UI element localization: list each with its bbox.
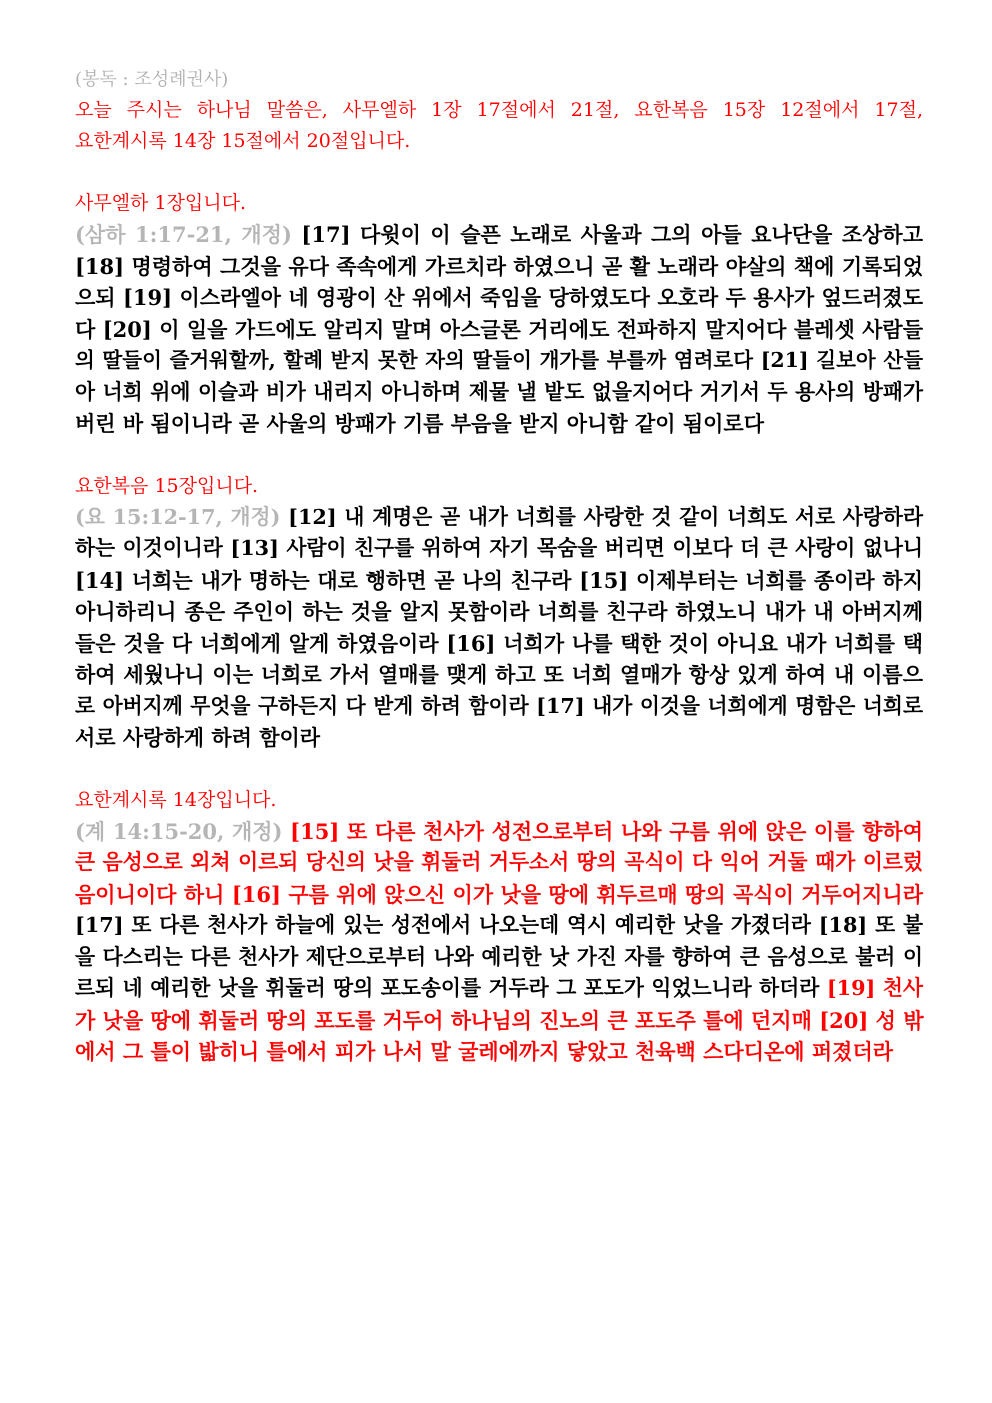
verse-text-highlight: [15] 또 다른 천사가 성전으로부터 나와 구름 위에 앉은 이를 향하여 bbox=[290, 818, 923, 844]
section-title: 사무엘하 1장입니다. bbox=[75, 192, 246, 214]
scripture-reference: (계 14:15-20, 개정) bbox=[75, 818, 283, 844]
verse-line: 버린 바 됨이니라 곧 사울의 방패가 기름 부음을 받지 아니함 같이 됨이로다 bbox=[75, 411, 764, 436]
section-revelation bbox=[75, 785, 923, 1068]
section-gap bbox=[75, 754, 923, 785]
verse-line: 아 너희 위에 이슬과 비가 내리지 아니하며 제물 낼 밭도 없을지어다 거기서 두 용사의 방패가 bbox=[75, 379, 923, 404]
verse-line: [17] 또 다른 천사가 하늘에 있는 성전에서 나오는데 역시 예리한 낫을 가졌더라 [18] 또 불 bbox=[75, 913, 923, 937]
verse-line bbox=[75, 973, 923, 1005]
section-john bbox=[75, 471, 923, 754]
section-gap bbox=[75, 440, 923, 471]
intro-line: 오늘 주시는 하나님 말씀은, 사무엘하 1장 17절에서 21절, 요한복음 15장 12절에서 17절, bbox=[75, 99, 923, 121]
scripture-reference: (요 15:12-17, 개정) bbox=[75, 504, 281, 529]
verse-line: 서로 사랑하게 하려 함이라 bbox=[75, 725, 321, 750]
verse-line bbox=[75, 219, 923, 251]
verse-line: 다 [20] 이 일을 가드에도 알리지 말며 아스글론 거리에도 전파하지 말지어다 블레셋 사람들 bbox=[75, 316, 923, 342]
verse-line-highlight: 에서 그 틀이 밟히니 틀에서 피가 나서 말 굴레에까지 닿았고 천육백 스다디온에 퍼졌더라 bbox=[75, 1039, 894, 1064]
verse-text: [17] 다윗이 이 슬픈 노래로 사울과 그의 아들 요나단을 조상하고 bbox=[301, 222, 923, 247]
verse-line bbox=[75, 502, 923, 534]
verse-line: 으되 [19] 이스라엘아 네 영광이 산 위에서 죽임을 당하였도다 오호라 두 용사가 엎드러졌도 bbox=[75, 285, 923, 310]
section-title: 요한계시록 14장입니다. bbox=[75, 788, 277, 811]
verse-line bbox=[75, 816, 923, 848]
intro-line: 요한계시록 14장 15절에서 20절입니다. bbox=[75, 130, 411, 152]
verse-line: [18] 명령하여 그것을 유다 족속에게 가르치라 하였으니 곧 활 노래라 야살의 책에 기록되었 bbox=[75, 253, 923, 279]
section-title: 요한복음 15장입니다. bbox=[75, 474, 259, 497]
verse-text: 르되 네 예리한 낫을 휘둘러 땅의 포도송이를 거두라 그 포도가 익었느니라 하더라 bbox=[75, 976, 827, 1000]
section-samuel bbox=[75, 188, 923, 440]
verse-line: 아니하리니 종은 주인이 하는 것을 알지 못함이라 너희를 친구라 하였노니 내가 내 아버지께 bbox=[75, 599, 923, 624]
verse-line: 하여 세웠나니 이는 너희로 가서 열매를 맺게 하고 또 너희 열매가 항상 있게 하여 내 이름으 bbox=[75, 662, 923, 687]
scripture-reference: (삼하 1:17-21, 개정) bbox=[75, 222, 292, 247]
verse-line: 들은 것을 다 너희에게 알게 하였음이라 [16] 너희가 나를 택한 것이 아니요 내가 너희를 택 bbox=[75, 630, 923, 656]
verse-line-highlight: 가 낫을 땅에 휘둘러 땅의 포도를 거두어 하나님의 진노의 큰 포도주 틀에 던지매 [20] 성 밖 bbox=[75, 1007, 924, 1033]
reader-note: (봉독 : 조성례권사) bbox=[75, 69, 229, 90]
verse-line-highlight: 큰 음성으로 외쳐 이르되 당신의 낫을 휘둘러 거두소서 땅의 곡식이 다 익어 거둘 때가 이르렀 bbox=[75, 850, 923, 874]
section-gap bbox=[75, 157, 923, 188]
verse-line: 하는 이것이니라 [13] 사람이 친구를 위하여 자기 목숨을 버리면 이보다 더 큰 사랑이 없나니 bbox=[75, 536, 923, 560]
verse-line-highlight: 음이니이다 하니 [16] 구름 위에 앉으신 이가 낫을 땅에 휘두르매 땅의 곡식이 거두어지니라 bbox=[75, 881, 923, 907]
verse-line: 을 다스리는 다른 천사가 제단으로부터 나와 예리한 낫 가진 자를 향하여 큰 음성으로 불러 이 bbox=[75, 944, 923, 969]
verse-line: [14] 너희는 내가 명하는 대로 행하면 곧 나의 친구라 [15] 이제부터는 너희를 종이라 하지 bbox=[75, 567, 923, 593]
verse-line: 의 딸들이 즐거워할까, 할례 받지 못한 자의 딸들이 개가를 부를까 염려로다 [21] 길보아 산들 bbox=[75, 348, 923, 372]
document-page bbox=[75, 64, 923, 1068]
verse-line: 로 아버지께 무엇을 구하든지 다 받게 하려 함이라 [17] 내가 이것을 너희에게 명함은 너희로 bbox=[75, 693, 923, 718]
verse-text: [12] 내 계명은 곧 내가 너희를 사랑한 것 같이 너희도 서로 사랑하라 bbox=[288, 504, 923, 529]
verse-text-highlight: [19] 천사 bbox=[826, 976, 923, 1000]
